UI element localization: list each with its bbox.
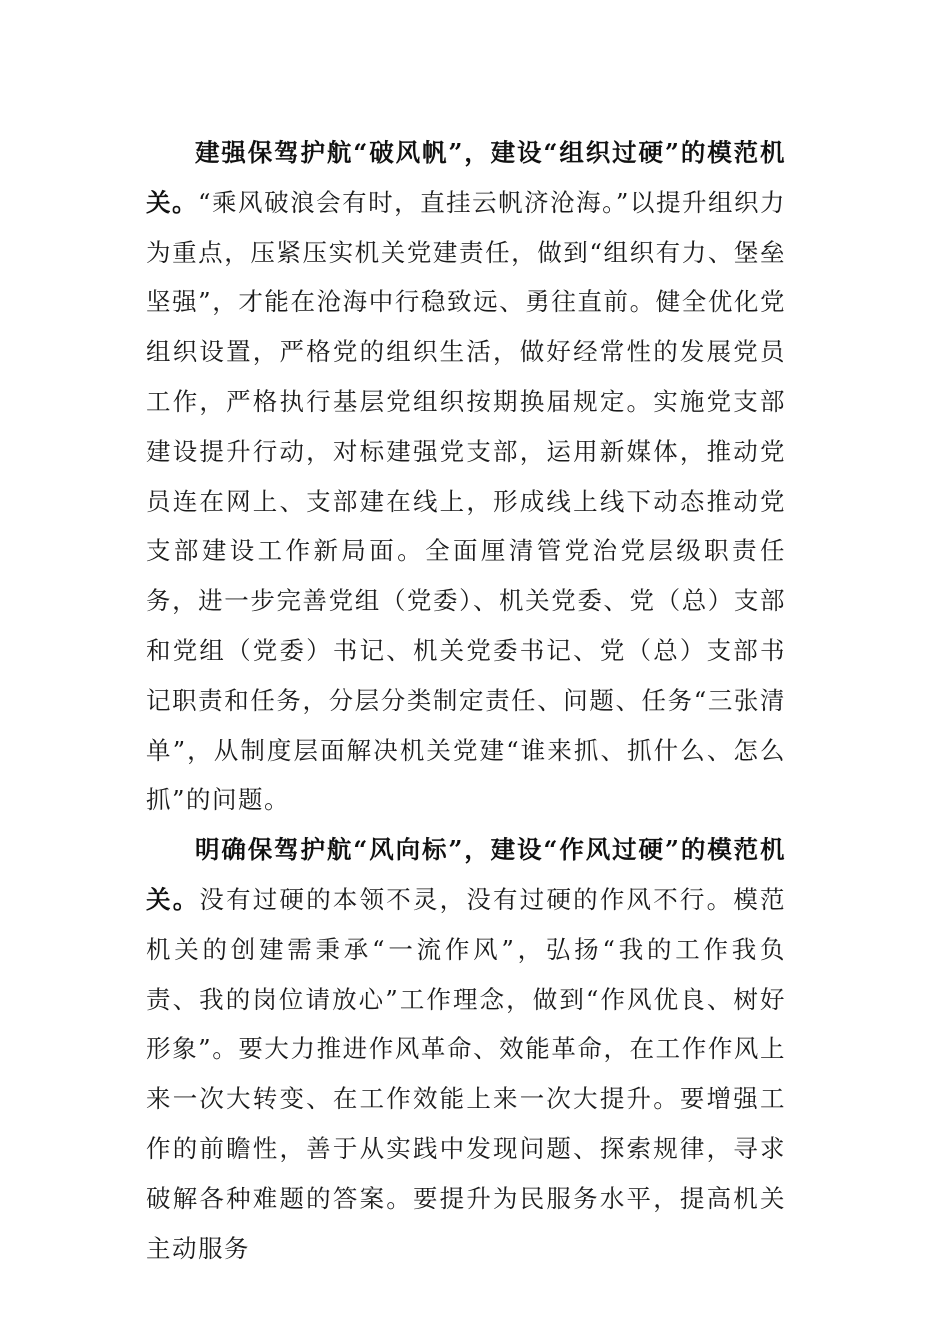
- paragraph-2: [146, 825, 786, 1273]
- paragraph-1-heading: 建强保驾护航“破风帆”，建设“组织过硬”的模范机关。: [146, 138, 786, 217]
- paragraph-2-heading: 明确保驾护航“风向标”，建设“作风过硬”的模范机关。: [146, 835, 786, 914]
- paragraph-1-text: “乘风破浪会有时，直挂云帆济沧海。”以提升组织力为重点，压紧压实机关党建责任，做到“组织有力、堡垒坚强”，才能在沧海中行稳致远、勇往直前。健全优化党组织设置，严格党的组织生活，做好经常性的发展党员工作，严格执行基层党组织按期换届规定。实施党支部建设提升行动，对标建强党支部，运用新媒体，推动党员连在网上、支部建在线上，形成线上线下动态推动党支部建设工作新局面。全面厘清管党治党层级职责任务，进一步完善党组（党委）、机关党委、党（总）支部和党组（党委）书记、机关党委书记、党（总）支部书记职责和任务，分层分类制定责任、问题、任务“三张清单”，从制度层面解决机关党建“谁来抓、抓什么、怎么抓”的问题。: [146, 187, 786, 815]
- paragraph-2-text: 没有过硬的本领不灵，没有过硬的作风不行。模范机关的创建需秉承“一流作风”，弘扬“我的工作我负责、我的岗位请放心”工作理念，做到“作风优良、树好形象”。要大力推进作风革命、效能革命，在工作作风上来一次大转变、在工作效能上来一次大提升。要增强工作的前瞻性，善于从实践中发现问题、探索规律，寻求破解各种难题的答案。要提升为民服务水平，提高机关主动服务: [146, 884, 787, 1263]
- paragraph-1: [146, 128, 786, 825]
- document-body: [146, 128, 786, 1273]
